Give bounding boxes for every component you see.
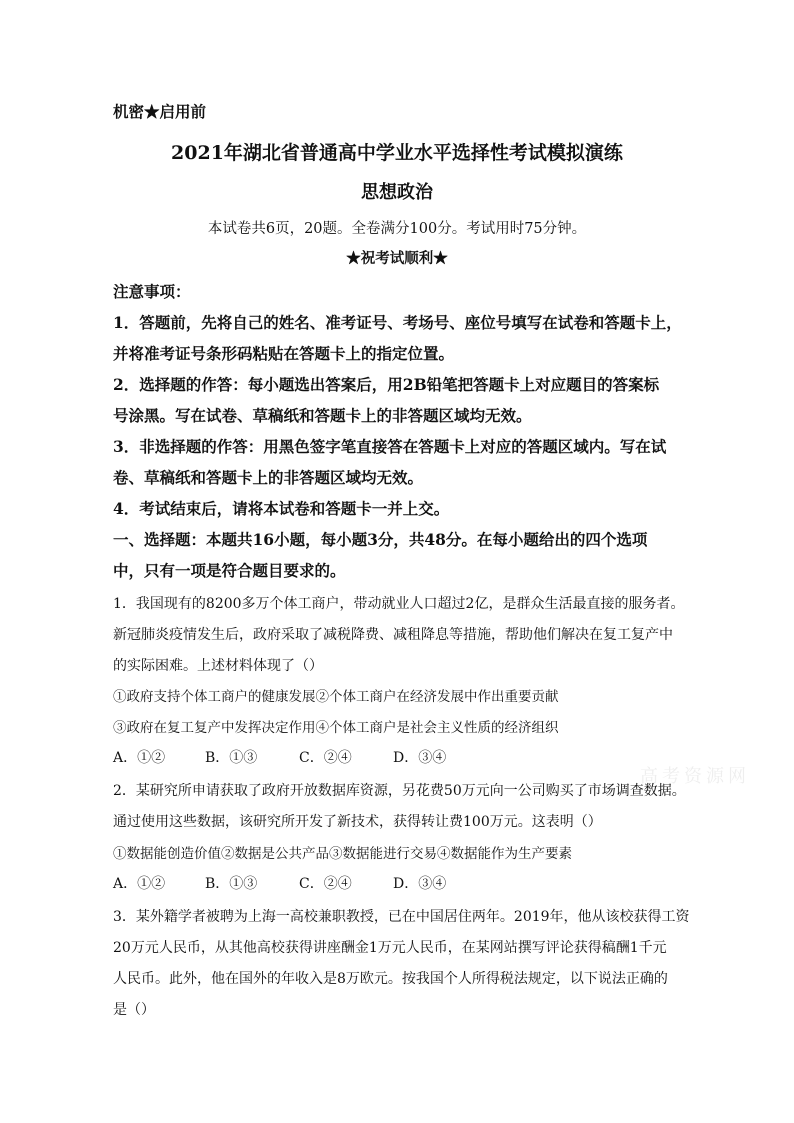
- note-item-2-line-1: 2．选择题的作答：每小题选出答案后，用2B铅笔把答题卡上对应题目的答案标: [113, 375, 660, 394]
- notes-heading: 注意事项：: [113, 282, 191, 301]
- question-1-statements-2: ③政府在复工复产中发挥决定作用④个体工商户是社会主义性质的经济组织: [113, 720, 559, 736]
- question-3-line-3: 人民币。此外，他在国外的年收入是8万欧元。按我国个人所得税法规定，以下说法正确的: [113, 971, 668, 987]
- q1-option-c[interactable]: C．②④: [299, 750, 352, 766]
- q2-option-a[interactable]: A．①②: [113, 876, 166, 892]
- question-3-line-1: 3．某外籍学者被聘为上海一高校兼职教授，已在中国居住两年。2019年，他从该校获得工资: [113, 909, 690, 925]
- note-item-2-line-2: 号涂黑。写在试卷、草稿纸和答题卡上的非答题区域均无效。: [113, 406, 532, 425]
- question-2-line-2: 通过使用这些数据，该研究所开发了新技术，获得转让费100万元。这表明（）: [113, 814, 602, 830]
- question-3-line-2: 20万元人民币，从其他高校获得讲座酬金1万元人民币，在某网站撰写评论获得稿酬1千元: [113, 940, 667, 956]
- question-1-line-2: 新冠肺炎疫情发生后，政府采取了减税降费、减租降息等措施，帮助他们解决在复工复产中: [113, 627, 673, 643]
- question-3-line-4: 是（）: [113, 1002, 155, 1018]
- q1-option-d[interactable]: D．③④: [393, 750, 447, 766]
- question-1-options: [113, 747, 446, 767]
- good-luck-line: ★祝考试顺利★: [346, 250, 448, 267]
- note-item-3-line-2: 卷、草稿纸和答题卡上的非答题区域均无效。: [113, 468, 424, 487]
- section-1-heading-line-1: 一、选择题：本题共16小题，每小题3分，共48分。在每小题给出的四个选项: [113, 530, 648, 549]
- question-1-line-3: 的实际困难。上述材料体现了（）: [113, 658, 323, 674]
- question-2-line-1: 2．某研究所申请获取了政府开放数据库资源，另花费50万元向一公司购买了市场调查数据。: [113, 783, 686, 799]
- question-1-statements-1: ①政府支持个体工商户的健康发展②个体工商户在经济发展中作出重要贡献: [113, 689, 559, 705]
- subject-title: 思想政治: [361, 182, 433, 203]
- q2-option-b[interactable]: B．①③: [205, 876, 258, 892]
- confidential-label: 机密★启用前: [113, 102, 207, 121]
- watermark: 高考资源网: [640, 766, 750, 787]
- q2-option-d[interactable]: D．③④: [393, 876, 447, 892]
- note-item-1-line-2: 并将准考证号条形码粘贴在答题卡上的指定位置。: [113, 344, 455, 363]
- exam-info: 本试卷共6页，20题。全卷满分100分。考试用时75分钟。: [207, 221, 587, 237]
- note-item-3-line-1: 3．非选择题的作答：用黑色签字笔直接答在答题卡上对应的答题区域内。写在试: [113, 437, 667, 456]
- q1-option-a[interactable]: A．①②: [113, 750, 166, 766]
- note-item-1-line-1: 1．答题前，先将自己的姓名、准考证号、考场号、座位号填写在试卷和答题卡上，: [113, 313, 682, 332]
- question-2-statements: ①数据能创造价值②数据是公共产品③数据能进行交易④数据能作为生产要素: [113, 846, 572, 862]
- question-1-line-1: 1．我国现有的8200多万个体工商户，带动就业人口超过2亿，是群众生活最直接的服务者。: [113, 596, 685, 612]
- exam-title: 2021年湖北省普通高中学业水平选择性考试模拟演练: [171, 142, 623, 164]
- section-1-heading-line-2: 中，只有一项是符合题目要求的。: [113, 561, 346, 580]
- note-item-4: 4．考试结束后，请将本试卷和答题卡一并上交。: [113, 499, 450, 518]
- q1-option-b[interactable]: B．①③: [205, 750, 258, 766]
- question-2-options: [113, 873, 446, 893]
- q2-option-c[interactable]: C．②④: [299, 876, 352, 892]
